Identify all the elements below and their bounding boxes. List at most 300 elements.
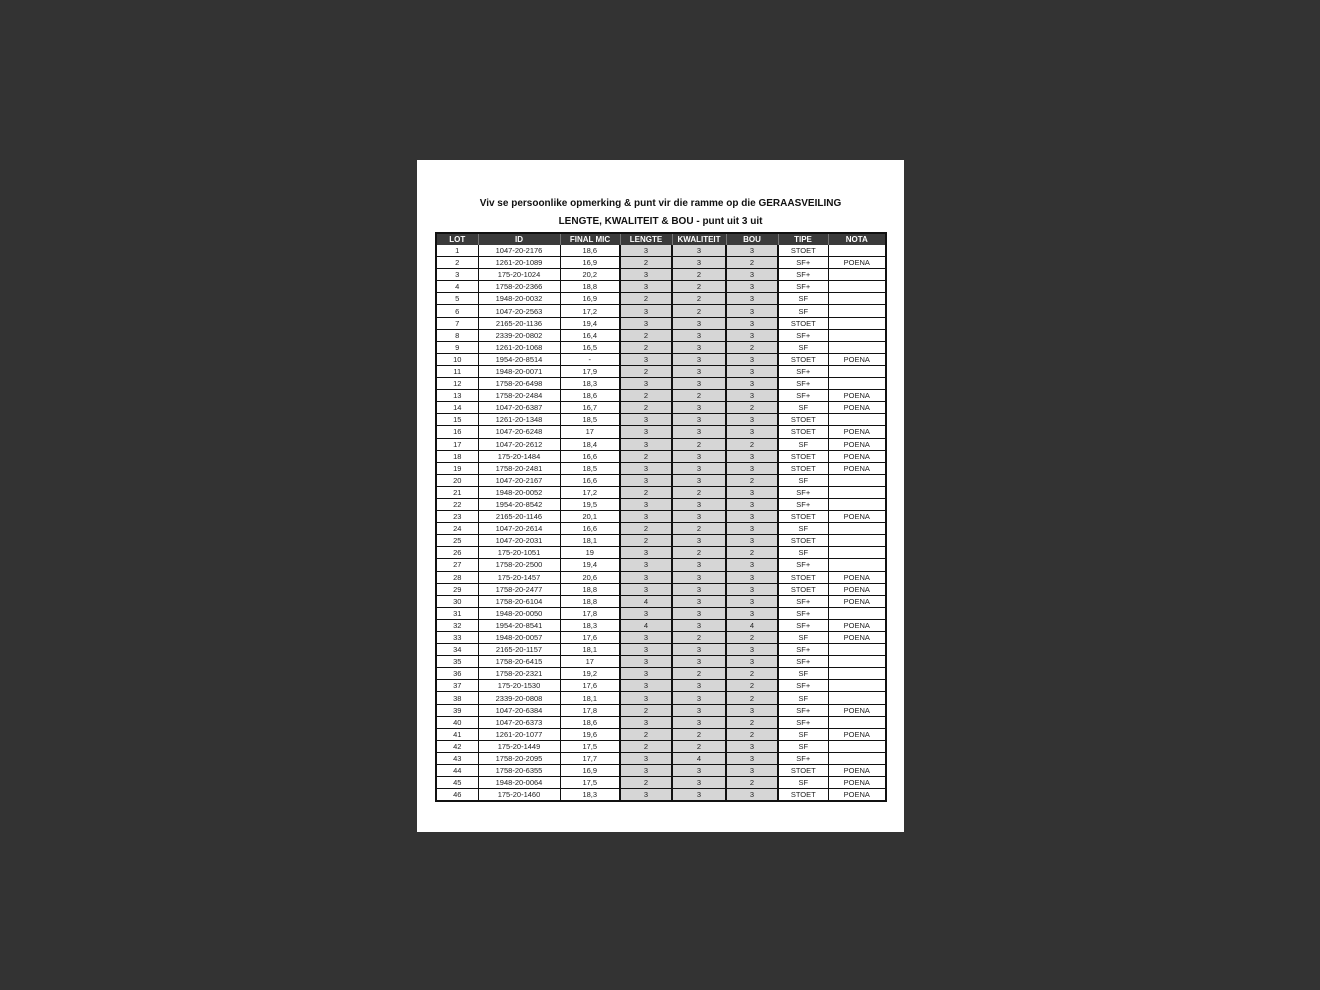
cell-lengte: 3 — [620, 632, 672, 644]
cell-nota: POENA — [828, 462, 886, 474]
cell-tipe: SF+ — [778, 269, 828, 281]
table-row — [436, 317, 886, 329]
cell-lengte: 3 — [620, 668, 672, 680]
cell-lot: 41 — [436, 728, 478, 740]
cell-nota — [828, 523, 886, 535]
cell-tipe: SF+ — [778, 559, 828, 571]
cell-final-mic: 17,6 — [560, 680, 620, 692]
cell-bou: 3 — [726, 595, 778, 607]
cell-nota: POENA — [828, 450, 886, 462]
cell-lengte: 2 — [620, 341, 672, 353]
cell-final-mic: 19,4 — [560, 559, 620, 571]
cell-id: 1948-20-0052 — [478, 486, 560, 498]
cell-bou: 3 — [726, 571, 778, 583]
cell-bou: 3 — [726, 498, 778, 510]
column-header-bou: BOU — [726, 233, 778, 245]
cell-tipe: STOET — [778, 789, 828, 802]
cell-id: 1758-20-2366 — [478, 281, 560, 293]
cell-nota — [828, 486, 886, 498]
cell-kwaliteit: 3 — [672, 535, 726, 547]
table-row — [436, 341, 886, 353]
cell-lot: 21 — [436, 486, 478, 498]
cell-lengte: 2 — [620, 486, 672, 498]
cell-bou: 3 — [726, 390, 778, 402]
cell-final-mic: - — [560, 353, 620, 365]
cell-kwaliteit: 3 — [672, 583, 726, 595]
cell-lot: 16 — [436, 426, 478, 438]
cell-nota — [828, 365, 886, 377]
cell-kwaliteit: 3 — [672, 680, 726, 692]
cell-tipe: SF — [778, 293, 828, 305]
table-row — [436, 257, 886, 269]
cell-bou: 3 — [726, 378, 778, 390]
cell-final-mic: 16,9 — [560, 257, 620, 269]
cell-final-mic: 18,5 — [560, 414, 620, 426]
column-header-kwaliteit: KWALITEIT — [672, 233, 726, 245]
table-row — [436, 329, 886, 341]
cell-final-mic: 20,1 — [560, 511, 620, 523]
cell-tipe: SF+ — [778, 486, 828, 498]
cell-kwaliteit: 3 — [672, 450, 726, 462]
cell-tipe: SF+ — [778, 752, 828, 764]
cell-lengte: 2 — [620, 329, 672, 341]
cell-nota — [828, 474, 886, 486]
cell-lengte: 3 — [620, 765, 672, 777]
cell-id: 175-20-1530 — [478, 680, 560, 692]
table-row — [436, 535, 886, 547]
cell-kwaliteit: 2 — [672, 293, 726, 305]
table-row — [436, 607, 886, 619]
cell-lengte: 4 — [620, 619, 672, 631]
table-row — [436, 438, 886, 450]
cell-tipe: STOET — [778, 765, 828, 777]
cell-bou: 3 — [726, 305, 778, 317]
table-row — [436, 353, 886, 365]
cell-nota: POENA — [828, 619, 886, 631]
cell-id: 1948-20-0064 — [478, 777, 560, 789]
cell-id: 175-20-1484 — [478, 450, 560, 462]
cell-final-mic: 18,1 — [560, 644, 620, 656]
cell-kwaliteit: 3 — [672, 765, 726, 777]
cell-lengte: 2 — [620, 777, 672, 789]
cell-final-mic: 18,4 — [560, 438, 620, 450]
cell-id: 1261-20-1077 — [478, 728, 560, 740]
cell-id: 1948-20-0050 — [478, 607, 560, 619]
table-row — [436, 378, 886, 390]
cell-nota: POENA — [828, 789, 886, 802]
cell-lot: 42 — [436, 740, 478, 752]
cell-bou: 3 — [726, 789, 778, 802]
cell-lot: 15 — [436, 414, 478, 426]
cell-kwaliteit: 2 — [672, 523, 726, 535]
cell-tipe: SF — [778, 777, 828, 789]
cell-kwaliteit: 3 — [672, 353, 726, 365]
table-row — [436, 595, 886, 607]
cell-kwaliteit: 3 — [672, 365, 726, 377]
cell-nota — [828, 656, 886, 668]
cell-final-mic: 19,6 — [560, 728, 620, 740]
cell-lengte: 3 — [620, 317, 672, 329]
cell-nota — [828, 293, 886, 305]
cell-tipe: SF — [778, 523, 828, 535]
cell-lengte: 3 — [620, 378, 672, 390]
cell-nota — [828, 305, 886, 317]
cell-kwaliteit: 3 — [672, 317, 726, 329]
cell-id: 1047-20-6384 — [478, 704, 560, 716]
cell-kwaliteit: 3 — [672, 704, 726, 716]
column-header-tipe: TIPE — [778, 233, 828, 245]
cell-tipe: SF+ — [778, 365, 828, 377]
cell-id: 1047-20-2031 — [478, 535, 560, 547]
cell-lengte: 2 — [620, 365, 672, 377]
cell-bou: 3 — [726, 607, 778, 619]
cell-tipe: STOET — [778, 462, 828, 474]
cell-lot: 32 — [436, 619, 478, 631]
cell-nota — [828, 329, 886, 341]
cell-nota — [828, 668, 886, 680]
cell-id: 1758-20-2500 — [478, 559, 560, 571]
cell-final-mic: 18,3 — [560, 789, 620, 802]
cell-lengte: 2 — [620, 390, 672, 402]
document-subtitle: LENGTE, KWALITEIT & BOU - punt uit 3 uit — [558, 216, 763, 227]
cell-bou: 3 — [726, 365, 778, 377]
cell-id: 2339-20-0802 — [478, 329, 560, 341]
cell-tipe: SF — [778, 692, 828, 704]
cell-lot: 11 — [436, 365, 478, 377]
cell-nota — [828, 498, 886, 510]
cell-lengte: 2 — [620, 535, 672, 547]
cell-kwaliteit: 4 — [672, 752, 726, 764]
cell-lengte: 3 — [620, 426, 672, 438]
cell-tipe: SF — [778, 547, 828, 559]
cell-lot: 39 — [436, 704, 478, 716]
cell-lot: 29 — [436, 583, 478, 595]
cell-nota — [828, 341, 886, 353]
table-row — [436, 365, 886, 377]
cell-bou: 3 — [726, 269, 778, 281]
cell-id: 175-20-1024 — [478, 269, 560, 281]
cell-id: 1047-20-2614 — [478, 523, 560, 535]
cell-tipe: SF+ — [778, 329, 828, 341]
cell-bou: 3 — [726, 426, 778, 438]
cell-bou: 2 — [726, 474, 778, 486]
cell-tipe: SF — [778, 402, 828, 414]
cell-bou: 2 — [726, 777, 778, 789]
cell-lengte: 3 — [620, 607, 672, 619]
cell-nota — [828, 281, 886, 293]
table-row — [436, 571, 886, 583]
cell-tipe: SF — [778, 438, 828, 450]
cell-lot: 34 — [436, 644, 478, 656]
cell-bou: 3 — [726, 644, 778, 656]
cell-final-mic: 17,8 — [560, 607, 620, 619]
cell-lengte: 3 — [620, 511, 672, 523]
cell-nota — [828, 644, 886, 656]
cell-lot: 33 — [436, 632, 478, 644]
cell-lengte: 3 — [620, 583, 672, 595]
cell-lot: 1 — [436, 245, 478, 257]
table-row — [436, 704, 886, 716]
cell-lot: 8 — [436, 329, 478, 341]
cell-tipe: SF+ — [778, 257, 828, 269]
cell-nota — [828, 547, 886, 559]
cell-tipe: STOET — [778, 583, 828, 595]
cell-final-mic: 18,8 — [560, 583, 620, 595]
cell-lengte: 3 — [620, 571, 672, 583]
cell-tipe: SF — [778, 474, 828, 486]
cell-lot: 22 — [436, 498, 478, 510]
cell-kwaliteit: 3 — [672, 716, 726, 728]
cell-final-mic: 17,7 — [560, 752, 620, 764]
cell-id: 2165-20-1146 — [478, 511, 560, 523]
cell-lot: 23 — [436, 511, 478, 523]
cell-nota — [828, 559, 886, 571]
cell-tipe: SF — [778, 740, 828, 752]
cell-id: 2165-20-1136 — [478, 317, 560, 329]
table-row — [436, 644, 886, 656]
cell-kwaliteit: 3 — [672, 426, 726, 438]
column-header-lot: LOT — [436, 233, 478, 245]
cell-tipe: SF+ — [778, 378, 828, 390]
cell-lengte: 3 — [620, 656, 672, 668]
cell-lot: 6 — [436, 305, 478, 317]
cell-bou: 2 — [726, 692, 778, 704]
cell-nota — [828, 752, 886, 764]
cell-kwaliteit: 2 — [672, 740, 726, 752]
cell-bou: 2 — [726, 438, 778, 450]
table-body — [436, 245, 886, 801]
cell-lot: 12 — [436, 378, 478, 390]
cell-bou: 3 — [726, 765, 778, 777]
cell-final-mic: 19,4 — [560, 317, 620, 329]
cell-lengte: 2 — [620, 293, 672, 305]
cell-final-mic: 16,9 — [560, 765, 620, 777]
cell-id: 1047-20-6248 — [478, 426, 560, 438]
cell-final-mic: 18,3 — [560, 378, 620, 390]
cell-tipe: SF+ — [778, 390, 828, 402]
cell-tipe: SF — [778, 668, 828, 680]
cell-bou: 3 — [726, 245, 778, 257]
cell-tipe: SF — [778, 728, 828, 740]
cell-final-mic: 16,5 — [560, 341, 620, 353]
cell-bou: 3 — [726, 281, 778, 293]
cell-kwaliteit: 3 — [672, 777, 726, 789]
cell-lot: 24 — [436, 523, 478, 535]
cell-final-mic: 18,6 — [560, 716, 620, 728]
cell-lot: 2 — [436, 257, 478, 269]
cell-lot: 35 — [436, 656, 478, 668]
cell-final-mic: 20,6 — [560, 571, 620, 583]
cell-lot: 7 — [436, 317, 478, 329]
cell-kwaliteit: 3 — [672, 644, 726, 656]
cell-tipe: STOET — [778, 511, 828, 523]
cell-nota — [828, 414, 886, 426]
cell-bou: 3 — [726, 523, 778, 535]
cell-kwaliteit: 3 — [672, 245, 726, 257]
cell-final-mic: 17,2 — [560, 486, 620, 498]
cell-id: 1261-20-1348 — [478, 414, 560, 426]
cell-tipe: SF+ — [778, 607, 828, 619]
cell-final-mic: 17 — [560, 656, 620, 668]
cell-lot: 20 — [436, 474, 478, 486]
cell-lengte: 3 — [620, 716, 672, 728]
table-row — [436, 498, 886, 510]
cell-tipe: STOET — [778, 450, 828, 462]
cell-lot: 10 — [436, 353, 478, 365]
table-row — [436, 559, 886, 571]
cell-lengte: 3 — [620, 353, 672, 365]
cell-kwaliteit: 3 — [672, 378, 726, 390]
cell-lengte: 3 — [620, 269, 672, 281]
table-row — [436, 293, 886, 305]
cell-id: 1047-20-6373 — [478, 716, 560, 728]
cell-id: 1948-20-0071 — [478, 365, 560, 377]
cell-id: 175-20-1051 — [478, 547, 560, 559]
table-row — [436, 777, 886, 789]
cell-bou: 2 — [726, 680, 778, 692]
cell-final-mic: 16,4 — [560, 329, 620, 341]
table-row — [436, 619, 886, 631]
table-row — [436, 583, 886, 595]
cell-nota — [828, 716, 886, 728]
cell-final-mic: 18,6 — [560, 390, 620, 402]
cell-id: 1948-20-0032 — [478, 293, 560, 305]
cell-lot: 40 — [436, 716, 478, 728]
cell-nota: POENA — [828, 777, 886, 789]
cell-nota: POENA — [828, 353, 886, 365]
cell-kwaliteit: 3 — [672, 341, 726, 353]
cell-bou: 2 — [726, 728, 778, 740]
cell-bou: 3 — [726, 353, 778, 365]
cell-final-mic: 17,8 — [560, 704, 620, 716]
cell-kwaliteit: 3 — [672, 414, 726, 426]
cell-final-mic: 18,5 — [560, 462, 620, 474]
cell-lot: 28 — [436, 571, 478, 583]
cell-nota — [828, 680, 886, 692]
table-row — [436, 390, 886, 402]
cell-kwaliteit: 3 — [672, 692, 726, 704]
cell-bou: 2 — [726, 668, 778, 680]
cell-nota — [828, 269, 886, 281]
cell-tipe: STOET — [778, 535, 828, 547]
cell-lot: 31 — [436, 607, 478, 619]
cell-lot: 30 — [436, 595, 478, 607]
cell-kwaliteit: 3 — [672, 511, 726, 523]
table-row — [436, 523, 886, 535]
document-title: Viv se persoonlike opmerking & punt vir die ramme op die GERAASVEILING — [479, 198, 842, 209]
table-row — [436, 474, 886, 486]
cell-final-mic: 16,6 — [560, 474, 620, 486]
cell-tipe: SF+ — [778, 704, 828, 716]
cell-lengte: 3 — [620, 644, 672, 656]
cell-nota — [828, 740, 886, 752]
cell-lengte: 3 — [620, 692, 672, 704]
cell-final-mic: 17,9 — [560, 365, 620, 377]
cell-bou: 2 — [726, 402, 778, 414]
cell-kwaliteit: 2 — [672, 486, 726, 498]
table-row — [436, 426, 886, 438]
cell-lot: 9 — [436, 341, 478, 353]
cell-id: 1758-20-6355 — [478, 765, 560, 777]
cell-nota: POENA — [828, 583, 886, 595]
table-row — [436, 414, 886, 426]
cell-kwaliteit: 2 — [672, 668, 726, 680]
cell-kwaliteit: 3 — [672, 402, 726, 414]
table-row — [436, 789, 886, 802]
cell-lot: 44 — [436, 765, 478, 777]
cell-lot: 19 — [436, 462, 478, 474]
cell-nota — [828, 245, 886, 257]
cell-kwaliteit: 3 — [672, 607, 726, 619]
cell-lengte: 2 — [620, 402, 672, 414]
table-row — [436, 281, 886, 293]
cell-tipe: STOET — [778, 426, 828, 438]
cell-final-mic: 18,8 — [560, 595, 620, 607]
cell-nota: POENA — [828, 632, 886, 644]
cell-id: 1758-20-2321 — [478, 668, 560, 680]
cell-id: 2339-20-0808 — [478, 692, 560, 704]
cell-final-mic: 18,6 — [560, 245, 620, 257]
cell-final-mic: 17,5 — [560, 740, 620, 752]
cell-tipe: SF — [778, 305, 828, 317]
cell-final-mic: 19,2 — [560, 668, 620, 680]
cell-kwaliteit: 2 — [672, 547, 726, 559]
cell-lot: 4 — [436, 281, 478, 293]
cell-id: 1758-20-2477 — [478, 583, 560, 595]
cell-nota: POENA — [828, 595, 886, 607]
cell-lengte: 3 — [620, 547, 672, 559]
table-row — [436, 462, 886, 474]
table-row — [436, 752, 886, 764]
table-row — [436, 656, 886, 668]
cell-final-mic: 17,6 — [560, 632, 620, 644]
cell-bou: 3 — [726, 486, 778, 498]
cell-tipe: SF+ — [778, 656, 828, 668]
cell-kwaliteit: 3 — [672, 571, 726, 583]
cell-bou: 2 — [726, 632, 778, 644]
cell-bou: 3 — [726, 704, 778, 716]
cell-final-mic: 16,6 — [560, 450, 620, 462]
cell-kwaliteit: 3 — [672, 595, 726, 607]
ram-scores-table — [435, 232, 887, 802]
cell-bou: 3 — [726, 462, 778, 474]
cell-lengte: 3 — [620, 245, 672, 257]
cell-kwaliteit: 3 — [672, 257, 726, 269]
cell-lengte: 3 — [620, 438, 672, 450]
cell-bou: 3 — [726, 329, 778, 341]
cell-lengte: 2 — [620, 740, 672, 752]
cell-nota: POENA — [828, 511, 886, 523]
cell-lot: 18 — [436, 450, 478, 462]
table-row — [436, 486, 886, 498]
cell-kwaliteit: 2 — [672, 390, 726, 402]
cell-id: 1758-20-6104 — [478, 595, 560, 607]
cell-id: 1948-20-0057 — [478, 632, 560, 644]
document-page — [417, 160, 904, 832]
cell-kwaliteit: 2 — [672, 728, 726, 740]
cell-final-mic: 20,2 — [560, 269, 620, 281]
cell-lot: 45 — [436, 777, 478, 789]
cell-final-mic: 19,5 — [560, 498, 620, 510]
cell-tipe: STOET — [778, 414, 828, 426]
cell-bou: 3 — [726, 511, 778, 523]
cell-final-mic: 18,1 — [560, 692, 620, 704]
cell-tipe: SF+ — [778, 595, 828, 607]
cell-lot: 25 — [436, 535, 478, 547]
cell-lot: 3 — [436, 269, 478, 281]
cell-bou: 3 — [726, 450, 778, 462]
cell-tipe: SF+ — [778, 644, 828, 656]
